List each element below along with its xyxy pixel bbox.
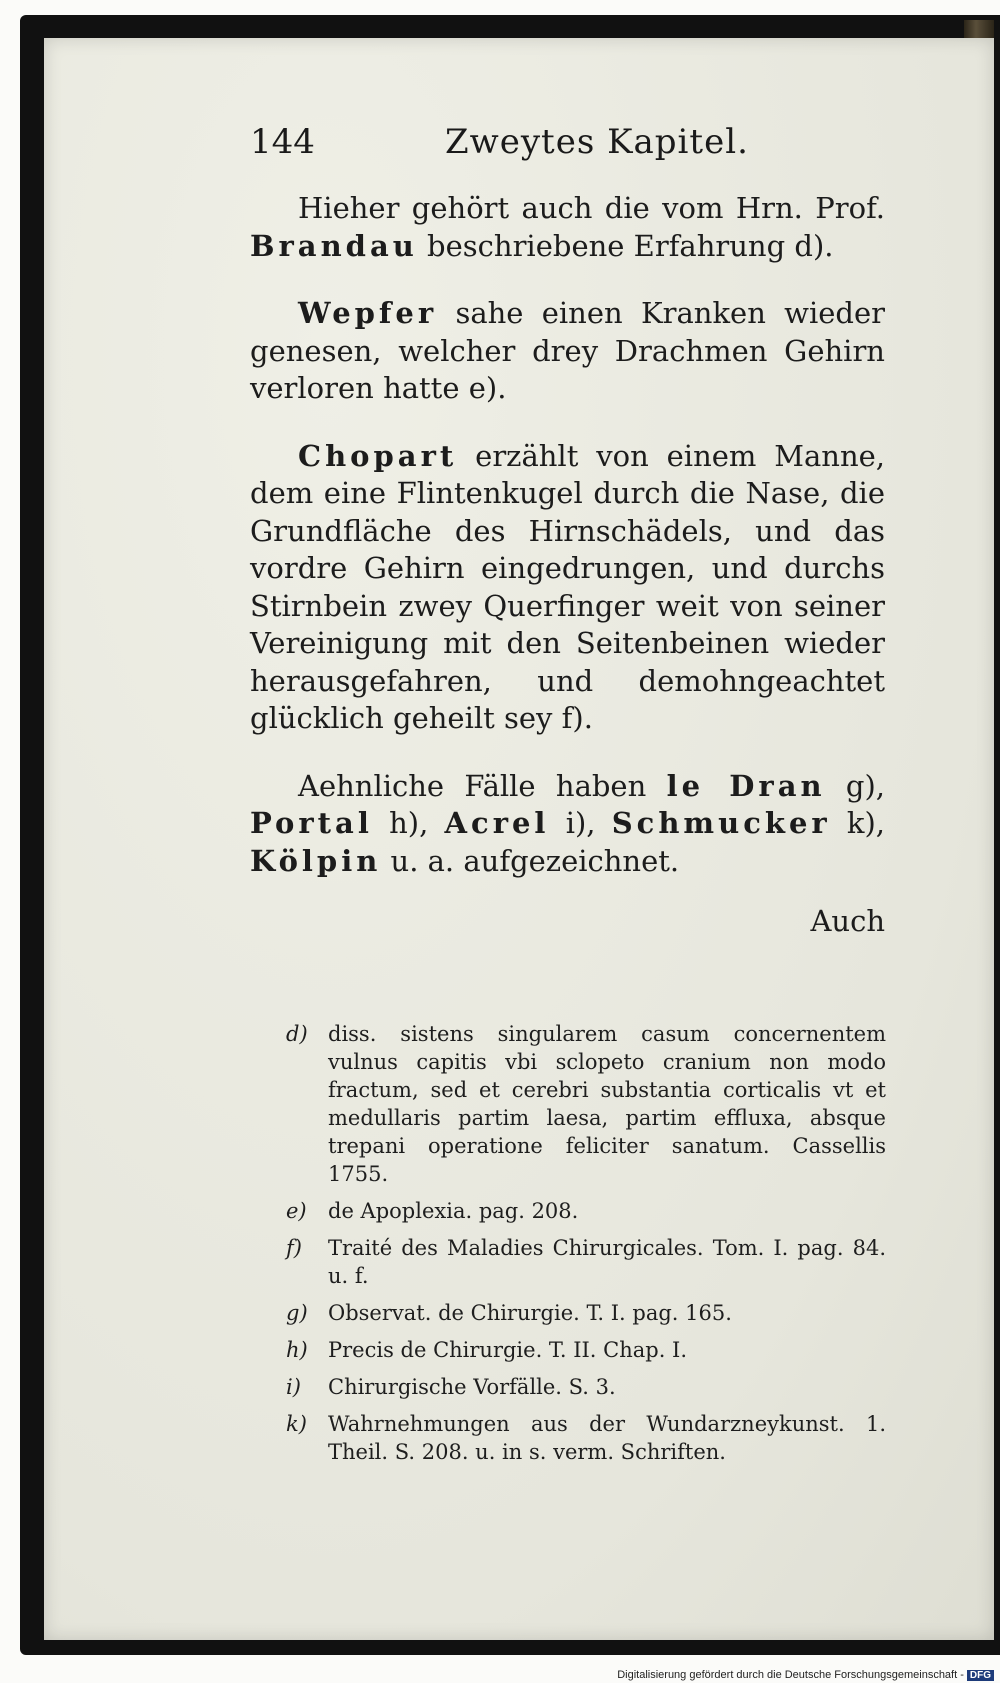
footnote-text: Observat. de Chirurgie. T. I. pag. 165. — [328, 1301, 732, 1325]
p1-name: Brandau — [250, 228, 418, 263]
footnotes — [286, 1020, 886, 1475]
footnote-mark: d) — [286, 1022, 308, 1046]
dfg-logo: DFG — [967, 1670, 994, 1681]
p4-text-d: i), — [565, 806, 596, 840]
footnote-k — [286, 1410, 886, 1466]
paragraph-1 — [250, 190, 885, 265]
p1-text-b: beschriebene Erfahrung d). — [427, 228, 834, 263]
paragraph-2 — [250, 295, 885, 408]
p3-name: Chopart — [298, 438, 458, 473]
footnote-g — [286, 1299, 886, 1327]
footnote-d — [286, 1020, 886, 1188]
footnote-mark: e) — [286, 1199, 307, 1223]
p2-name: Wepfer — [298, 296, 438, 330]
running-title: Zweytes Kapitel. — [445, 122, 749, 162]
footnote-text: Wahrnehmungen aus der Wundarzneykunst. 1. Theil. S. 208. u. in s. verm. Schriften. — [328, 1412, 886, 1464]
main-text — [250, 190, 885, 938]
p4-name-1: le Dran — [666, 768, 826, 803]
p4-text-a: Aehnliche Fälle haben — [298, 768, 647, 803]
p4-text-f: u. a. aufgezeichnet. — [390, 843, 680, 878]
footnote-text: diss. sistens singularem casum concernentem vulnus capitis vbi sclopeto cranium non modo fractum, sed et cerebri substantia corticalis vt et medullaris partim laesa, partim effluxa, absque trepani operatione feliciter sanatum. Cassellis 1755. — [328, 1022, 886, 1186]
p3-text: erzählt von einem Manne, dem eine Flintenkugel durch die Nase, die Grundfläche des Hirnschädels, und das vordre Gehirn eingedrungen, und durchs Stirnbein zwey Querfinger weit von seiner Vereinigung mit den Seitenbeinen wieder herausgefahren, und demohngeachtet glücklich geheilt sey f). — [250, 438, 886, 735]
p4-name-3: Acrel — [444, 806, 550, 840]
footnote-h — [286, 1336, 886, 1364]
paragraph-3 — [250, 438, 885, 738]
p1-text-a: Hieher gehört auch die vom Hrn. Prof. — [298, 191, 885, 225]
p2-text: sahe einen Kranken wieder genesen, welcher drey Drachmen Gehirn verloren hatte e). — [250, 296, 886, 405]
credit-text: Digitalisierung gefördert durch die Deutsche Forschungsgemeinschaft - — [617, 1669, 964, 1681]
p4-text-e: k), — [846, 806, 886, 840]
footnote-mark: g) — [286, 1301, 308, 1325]
footnote-i — [286, 1373, 886, 1401]
footnote-e — [286, 1197, 886, 1225]
footnote-text: Traité des Maladies Chirurgicales. Tom. I. pag. 84. u. f. — [328, 1236, 886, 1288]
footnote-mark: i) — [286, 1375, 301, 1399]
catchword: Auch — [810, 904, 885, 938]
footnote-mark: f) — [286, 1236, 302, 1260]
footnote-mark: k) — [286, 1412, 307, 1436]
footnote-mark: h) — [286, 1338, 308, 1362]
page-number: 144 — [250, 122, 315, 162]
p4-name-4: Schmucker — [611, 806, 831, 840]
footnote-f — [286, 1234, 886, 1290]
p4-name-2: Portal — [250, 806, 373, 840]
digitization-credit — [617, 1669, 994, 1681]
p4-name-5: Kölpin — [250, 843, 382, 878]
paragraph-4 — [250, 768, 885, 881]
footnote-text: Precis de Chirurgie. T. II. Chap. I. — [328, 1338, 688, 1362]
p4-text-c: h), — [389, 806, 429, 840]
p4-text-b: g), — [845, 768, 886, 803]
page-header — [250, 122, 900, 172]
footnote-text: Chirurgische Vorfälle. S. 3. — [328, 1375, 616, 1399]
footnote-text: de Apoplexia. pag. 208. — [328, 1199, 579, 1223]
